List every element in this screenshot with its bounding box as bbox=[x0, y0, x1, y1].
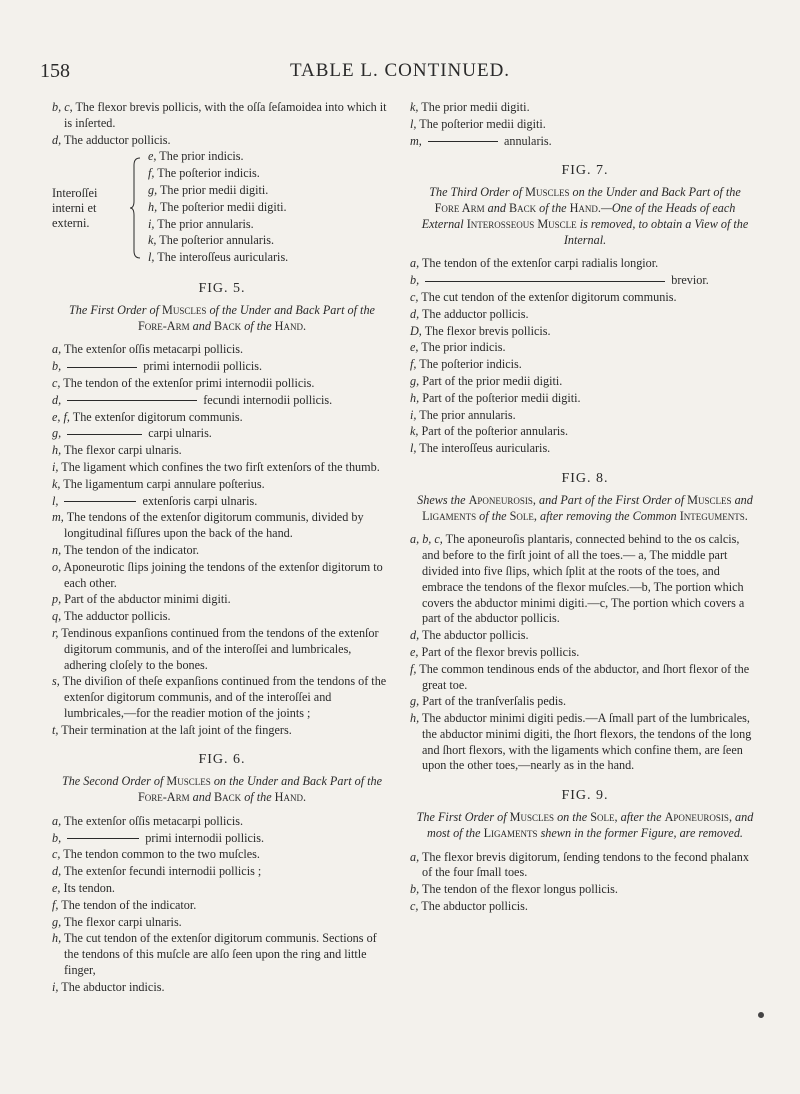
entry-text: The extenſor digitorum communis. bbox=[72, 409, 243, 424]
entry-key: e, bbox=[52, 881, 61, 896]
legend-entry bbox=[52, 393, 392, 409]
entry-text: The tendon of the indicator. bbox=[61, 897, 197, 912]
entry-text: The cut tendon of the extenſor digitorum communis. Sections of the tendons of this muſcle are alſo ſeen upon the ring and little finger, bbox=[63, 931, 377, 978]
entry-text: The poſterior medii digiti. bbox=[159, 199, 287, 214]
legend-entry bbox=[410, 694, 760, 710]
legend-entry bbox=[410, 374, 760, 390]
fig9-caption: The First Order of Muscles on the Sole, after the Aponeurosis, and most of the Ligaments shewn in the former Figure, are removed. bbox=[416, 810, 754, 840]
legend-entry bbox=[52, 723, 392, 739]
entry-key: a, bbox=[52, 342, 62, 357]
entry-text: primi internodii pollicis. bbox=[143, 359, 263, 374]
fig7-title: FIG. 7. bbox=[561, 163, 609, 179]
legend-entry bbox=[52, 460, 392, 476]
left-column bbox=[52, 100, 392, 997]
entry-text: The interoſſeus auricularis. bbox=[157, 250, 289, 265]
entry-text: extenſoris carpi ulnaris. bbox=[142, 493, 258, 508]
entry-text: Part of the flexor brevis pollicis. bbox=[421, 644, 580, 659]
entry-text: The tendon of the extenſor primi internodii pollicis. bbox=[63, 375, 315, 390]
legend-entry bbox=[52, 477, 392, 493]
fig5-title: FIG. 5. bbox=[198, 280, 246, 296]
entry-key: q, bbox=[52, 609, 62, 624]
entry-key: f, bbox=[52, 897, 59, 912]
entry-text: Its tendon. bbox=[63, 881, 115, 896]
interossei-label: Interoſſei interni et externi. bbox=[52, 185, 98, 230]
ink-mark bbox=[758, 1012, 764, 1018]
entry-key: i, bbox=[52, 459, 59, 474]
entry-key: c, bbox=[410, 289, 419, 304]
entry-text: The interoſſeus auricularis. bbox=[419, 441, 551, 456]
interossei-group bbox=[52, 149, 392, 267]
legend-entry bbox=[410, 256, 760, 272]
entry-text: The tendon of the flexor longus pollicis. bbox=[421, 882, 618, 897]
legend-entry bbox=[410, 340, 760, 356]
legend-entry bbox=[410, 357, 760, 373]
legend-entry bbox=[410, 134, 760, 150]
legend-entry bbox=[410, 899, 760, 915]
entry-text: The prior annularis. bbox=[419, 407, 516, 422]
entry-text: The adductor pollicis. bbox=[63, 609, 171, 624]
legend-entry bbox=[410, 100, 760, 116]
entry-key: h, bbox=[148, 199, 158, 214]
entry-key: b, bbox=[52, 830, 62, 845]
entry-key: g, bbox=[410, 373, 420, 388]
ditto-rule bbox=[67, 400, 197, 401]
legend-entry bbox=[52, 609, 392, 625]
entry-text: The tendon common to the two muſcles. bbox=[63, 847, 260, 862]
entry-key: c, bbox=[52, 847, 61, 862]
legend-entry bbox=[52, 443, 392, 459]
legend-entry bbox=[410, 307, 760, 323]
entry-key: l, bbox=[52, 493, 59, 508]
entry-key: e, bbox=[410, 644, 419, 659]
legend-entry bbox=[52, 864, 392, 880]
entry-key: i, bbox=[410, 407, 417, 422]
entry-text: Aponeurotic ſlips joining the tendons of the extenſor digitorum to each other. bbox=[63, 559, 383, 590]
entry-text: The flexor carpi ulnaris. bbox=[63, 914, 182, 929]
entry-key: i, bbox=[148, 216, 155, 231]
entry-key: g, bbox=[410, 694, 420, 709]
legend-entry bbox=[410, 532, 760, 627]
ditto-rule bbox=[64, 501, 136, 502]
legend-entry bbox=[52, 898, 392, 914]
entry-text: The poſterior indicis. bbox=[157, 166, 260, 181]
legend-entry bbox=[52, 342, 392, 358]
entry-text: carpi ulnaris. bbox=[148, 426, 212, 441]
entry-key: k, bbox=[410, 424, 419, 439]
legend-entry bbox=[52, 510, 392, 542]
interossei-list bbox=[148, 149, 288, 267]
entry-key: b, bbox=[410, 882, 420, 897]
entry-text: Part of the tranſverſalis pedis. bbox=[422, 694, 567, 709]
legend-entry bbox=[148, 233, 288, 249]
legend-entry bbox=[52, 915, 392, 931]
fig6-entries bbox=[52, 814, 392, 996]
legend-entry bbox=[410, 882, 760, 898]
legend-entry bbox=[410, 441, 760, 457]
legend-entry bbox=[52, 847, 392, 863]
entry-text: The extenſor oſſis metacarpi pollicis. bbox=[63, 342, 244, 357]
fig8-entries bbox=[410, 532, 760, 774]
legend-entry bbox=[148, 149, 288, 165]
fig6-title: FIG. 6. bbox=[198, 752, 246, 768]
entry-text: The flexor brevis digitorum, ſending tendons to the fecond phalanx of the four ſmall toes. bbox=[421, 849, 749, 880]
legend-entry bbox=[148, 217, 288, 233]
entry-key: h, bbox=[52, 931, 62, 946]
running-head: TABLE L. CONTINUED. bbox=[289, 60, 511, 81]
entry-key: e, bbox=[410, 340, 419, 355]
fig5-entries bbox=[52, 342, 392, 738]
entry-key: p, bbox=[52, 592, 62, 607]
entry-text: The prior indicis. bbox=[159, 149, 244, 164]
entry-key: c, bbox=[410, 899, 419, 914]
entry-text: The abductor pollicis. bbox=[421, 899, 528, 914]
ditto-rule bbox=[428, 141, 498, 142]
fig9-title: FIG. 9. bbox=[561, 788, 609, 804]
legend-entry bbox=[410, 424, 760, 440]
entry-text: brevior. bbox=[671, 273, 709, 288]
entry-key: t, bbox=[52, 722, 59, 737]
fig9-entries bbox=[410, 850, 760, 915]
legend-entry bbox=[410, 662, 760, 694]
legend-entry bbox=[52, 674, 392, 721]
entry-key: d, bbox=[52, 132, 62, 147]
right-top-entries bbox=[410, 100, 760, 149]
ditto-rule bbox=[67, 838, 139, 839]
entry-key: h, bbox=[410, 390, 420, 405]
legend-entry bbox=[52, 931, 392, 978]
entry-key: a, b, c, bbox=[410, 532, 443, 547]
legend-entry bbox=[410, 273, 760, 289]
entry-text: The abductor minimi digiti pedis.—A ſmall part of the lumbricales, the abductor minimi digiti, the ſhort flexors, the tendons of the long and ſhort flexors, with the ligaments which confine them, are ſeen upon the other toes,—nearly as in the hand. bbox=[421, 711, 752, 773]
brace bbox=[130, 157, 142, 259]
legend-entry bbox=[52, 494, 392, 510]
entry-key: c, bbox=[52, 375, 61, 390]
legend-entry bbox=[52, 410, 392, 426]
fig8-caption: Shews the Aponeurosis, and Part of the First Order of Muscles and Ligaments of the Sole, after removing the Common Integuments. bbox=[417, 492, 753, 523]
entry-text: The prior medii digiti. bbox=[159, 182, 269, 197]
page-header bbox=[40, 60, 760, 90]
entry-key: g, bbox=[52, 426, 62, 441]
entry-key: D, bbox=[410, 323, 422, 338]
legend-entry bbox=[52, 814, 392, 830]
entry-text: primi internodii pollicis. bbox=[145, 830, 265, 845]
legend-entry bbox=[410, 117, 760, 133]
fig7-entries bbox=[410, 256, 760, 457]
entry-key: d, bbox=[52, 864, 62, 879]
entry-key: g, bbox=[52, 914, 62, 929]
legend-entry bbox=[52, 426, 392, 442]
entry-text: Part of the poſterior medii digiti. bbox=[422, 390, 581, 405]
entry-text: The ligamentum carpi annulare poſterius. bbox=[63, 476, 265, 491]
entry-text: annularis. bbox=[503, 133, 552, 148]
legend-entry bbox=[52, 133, 392, 149]
entry-text: Tendinous expanſions continued from the tendons of the extenſor digitorum communis, and of the interoſſei and lumbricales, adhering cloſely to the bones. bbox=[61, 625, 379, 672]
entry-key: b, c, bbox=[52, 100, 73, 114]
entry-key: n, bbox=[52, 542, 62, 557]
legend-entry bbox=[52, 359, 392, 375]
right-column bbox=[410, 100, 760, 916]
entry-key: m, bbox=[410, 133, 422, 148]
entry-key: e, f, bbox=[52, 409, 70, 424]
entry-key: a, bbox=[52, 813, 62, 828]
legend-entry bbox=[410, 391, 760, 407]
entry-key: l, bbox=[410, 116, 417, 131]
entry-key: k, bbox=[410, 100, 419, 114]
entry-key: d, bbox=[410, 628, 420, 643]
entry-text: The poſterior indicis. bbox=[419, 357, 522, 372]
entry-key: f, bbox=[410, 661, 417, 676]
entry-text: The tendon of the indicator. bbox=[63, 542, 200, 557]
legend-entry bbox=[148, 250, 288, 266]
entry-text: The abductor pollicis. bbox=[421, 628, 529, 643]
entry-key: o, bbox=[52, 559, 62, 574]
entry-text: The poſterior medii digiti. bbox=[419, 116, 546, 131]
entry-key: b, bbox=[52, 359, 62, 374]
legend-entry bbox=[52, 626, 392, 673]
legend-entry bbox=[148, 183, 288, 199]
entry-text: The ligament which confines the two firſt extenſors of the thumb. bbox=[61, 459, 380, 474]
legend-entry bbox=[52, 560, 392, 592]
legend-entry bbox=[410, 645, 760, 661]
entry-text: The flexor carpi ulnaris. bbox=[63, 443, 182, 458]
legend-entry bbox=[410, 408, 760, 424]
entry-key: a, bbox=[410, 849, 420, 864]
entry-key: h, bbox=[52, 443, 62, 458]
legend-entry bbox=[410, 711, 760, 774]
fig8-title: FIG. 8. bbox=[561, 470, 609, 486]
entry-key: d, bbox=[52, 392, 62, 407]
entry-key: k, bbox=[52, 476, 61, 491]
entry-key: f, bbox=[410, 357, 417, 372]
ditto-rule bbox=[425, 281, 665, 282]
entry-key: g, bbox=[148, 182, 158, 197]
entry-key: s, bbox=[52, 674, 60, 689]
entry-text: The flexor brevis pollicis. bbox=[424, 323, 551, 338]
legend-entry bbox=[52, 592, 392, 608]
entry-text: Their termination at the laſt joint of the fingers. bbox=[61, 722, 292, 737]
entry-key: h, bbox=[410, 711, 420, 726]
entry-text: The aponeuroſis plantaris, connected behind to the os calcis, and before to the firſt joint of all the toes.— a, The middle part divided into five ſlips, which ſplit at the roots of the toes, and embrace the tendons of the flexor muſcles.—b, The portion which covers the abductor minimi digiti.—c, The portion which covers a part of the abductor pollicis. bbox=[422, 532, 745, 626]
entry-text: The common tendinous ends of the abductor, and ſhort flexor of the great toe. bbox=[419, 661, 750, 692]
entry-text: The extenſor oſſis metacarpi pollicis. bbox=[63, 813, 244, 828]
legend-entry bbox=[148, 166, 288, 182]
legend-entry bbox=[52, 100, 392, 132]
legend-entry bbox=[52, 543, 392, 559]
left-top-entries bbox=[52, 100, 392, 148]
entry-text: The abductor indicis. bbox=[61, 979, 165, 994]
entry-text: Part of the poſterior annularis. bbox=[421, 424, 569, 439]
entry-text: The extenſor fecundi internodii pollicis ; bbox=[63, 864, 262, 879]
entry-key: l, bbox=[148, 250, 155, 265]
legend-entry bbox=[410, 324, 760, 340]
entry-text: The poſterior annularis. bbox=[159, 233, 275, 248]
entry-text: Part of the abductor minimi digiti. bbox=[64, 592, 231, 607]
fig6-caption: The Second Order of Muscles on the Under and Back Part of the Fore-Arm and Back of the Hand. bbox=[61, 774, 383, 805]
entry-key: e, bbox=[148, 149, 157, 164]
entry-key: d, bbox=[410, 306, 420, 321]
entry-text: The tendons of the extenſor digitorum communis, divided by longitudinal fiſſures upon the back of the hand. bbox=[64, 510, 364, 541]
entry-text: The prior medii digiti. bbox=[421, 100, 530, 114]
legend-entry bbox=[52, 881, 392, 897]
entry-key: b, bbox=[410, 273, 420, 288]
entry-key: a, bbox=[410, 256, 420, 271]
entry-key: k, bbox=[148, 233, 157, 248]
entry-text: Part of the prior medii digiti. bbox=[422, 373, 563, 388]
entry-key: i, bbox=[52, 979, 59, 994]
entry-text: The prior annularis. bbox=[157, 216, 254, 231]
entry-text: fecundi internodii pollicis. bbox=[203, 392, 333, 407]
entry-key: f, bbox=[148, 166, 155, 181]
entry-text: The cut tendon of the extenſor digitorum communis. bbox=[421, 289, 677, 304]
entry-text: The adductor pollicis. bbox=[421, 306, 529, 321]
legend-entry bbox=[52, 831, 392, 847]
entry-text: The diviſion of theſe expanſions continued from the tendons of the extenſor digitorum communis, and of the interoſſei and lumbricales,—for the readier motion of the joints ; bbox=[62, 674, 387, 720]
legend-entry bbox=[52, 980, 392, 996]
fig5-caption: The First Order of Muscles of the Under and Back Part of the Fore-Arm and Back of the Hand. bbox=[69, 302, 375, 333]
entry-key: l, bbox=[410, 441, 417, 456]
legend-entry bbox=[410, 628, 760, 644]
entry-key: r, bbox=[52, 625, 59, 640]
entry-key: m, bbox=[52, 510, 64, 525]
ditto-rule bbox=[67, 367, 137, 368]
entry-text: The flexor brevis pollicis, with the oſſa ſeſamoidea into which it is inſerted. bbox=[64, 100, 387, 130]
fig7-caption: The Third Order of Muscles on the Under and Back Part of the Fore Arm and Back of the Hand.—One of the Heads of each External Interosseous Muscle is removed, to obtain a View of the Internal. bbox=[421, 185, 749, 247]
entry-text: The adductor pollicis. bbox=[63, 132, 171, 147]
legend-entry bbox=[148, 200, 288, 216]
entry-text: The tendon of the extenſor carpi radialis longior. bbox=[421, 256, 659, 271]
legend-entry bbox=[410, 290, 760, 306]
page-number: 158 bbox=[40, 60, 70, 82]
legend-entry bbox=[410, 850, 760, 882]
entry-text: The prior indicis. bbox=[421, 340, 506, 355]
legend-entry bbox=[52, 376, 392, 392]
ditto-rule bbox=[67, 434, 142, 435]
